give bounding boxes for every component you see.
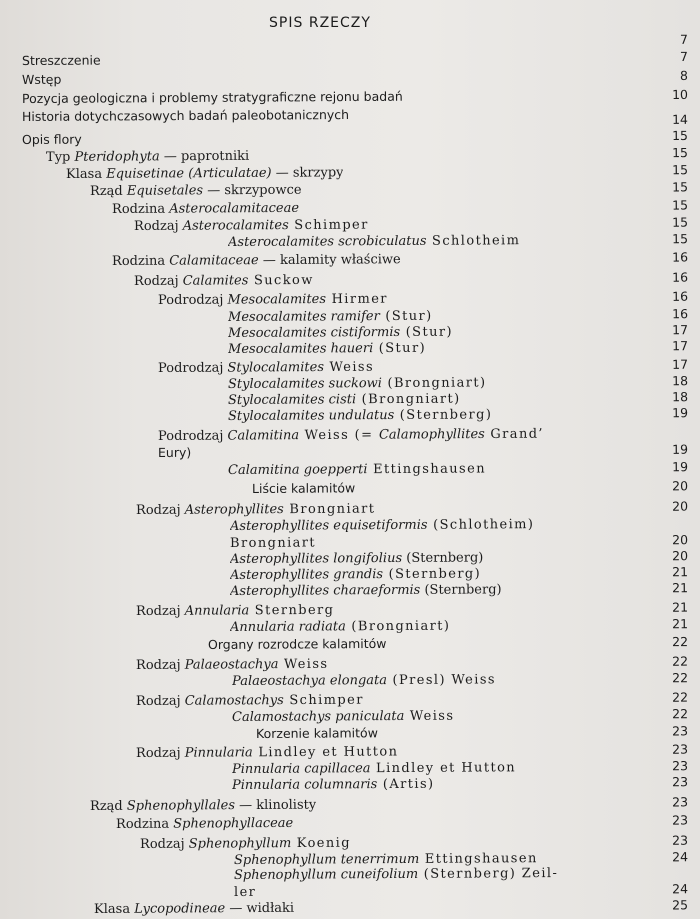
toc-text: Schlotheim [426, 233, 521, 249]
taxon-name: Sphenophyllum cuneifolium [233, 866, 419, 883]
toc-entry-title [228, 460, 486, 479]
taxon-name: Asterophyllites longifolius [229, 550, 403, 567]
toc-text: (Schlotheim) [427, 517, 535, 533]
toc-entry [252, 477, 688, 497]
toc-entry-title [112, 251, 401, 270]
taxon-name: Annularia [184, 603, 250, 619]
taxon-name: Stylocalamites undulatus [227, 407, 395, 424]
toc-entry-title [256, 724, 378, 742]
toc-entry-page: 15 [672, 127, 689, 144]
toc-entry-title [22, 71, 62, 88]
toc-entry [134, 269, 688, 289]
toc-text: Eury) [157, 444, 192, 460]
toc-text: Weiss [404, 708, 455, 724]
toc-entry-page: 15 [672, 197, 689, 213]
toc-entry-title [90, 182, 302, 200]
toc-text: — skrzypowce [203, 182, 302, 199]
toc-text: (Sternberg) [394, 407, 493, 423]
toc-entry-page: 22 [672, 689, 689, 705]
toc-text: Brongniart [283, 501, 376, 518]
taxon-name: Stylocalamites suckowi [227, 376, 382, 392]
toc-entry-title [230, 618, 450, 636]
toc-text: Brongniart [229, 535, 317, 551]
toc-text: Historia dotychczasowych badań paleobotanicznych [21, 107, 350, 124]
toc-entry-title [134, 272, 314, 290]
toc-text: Rodzaj [135, 603, 185, 619]
taxon-name: Equisetinae (Articulatae) [106, 165, 272, 182]
toc-text: (Presl) Weiss [386, 672, 497, 689]
toc-entry-title [94, 900, 294, 918]
taxon-name: Calamophyllites [378, 427, 485, 443]
toc-entry-page: 17 [672, 322, 689, 338]
toc-text: Podrodzaj [157, 428, 228, 444]
toc-entry-page: 23 [672, 794, 689, 810]
toc-text: Rodzina [115, 816, 174, 832]
toc-text: Klasa [93, 901, 135, 917]
toc-text: — kalamity właściwe [258, 252, 401, 269]
toc-text: Rząd [89, 798, 127, 814]
toc-entry [232, 773, 688, 793]
toc-text: Ettingshausen [419, 851, 538, 867]
toc-entry-title [22, 52, 101, 69]
toc-text: Weiss (= [299, 427, 380, 444]
toc-entry-page: 23 [672, 812, 689, 828]
toc-entry [116, 812, 688, 832]
toc-entry-page: 20 [672, 548, 689, 564]
taxon-name: Asterophyllites equisetiformis [229, 517, 428, 534]
toc-text: — widłaki [225, 900, 295, 917]
taxon-name: Annularia radiata [229, 619, 346, 635]
toc-text: Rodzaj [139, 836, 189, 852]
toc-entry-page: 18 [672, 373, 689, 389]
taxon-name: Equisetales [126, 183, 204, 199]
toc-entry-page: 19 [672, 405, 689, 421]
toc-entry-title [228, 232, 520, 251]
taxon-name: Calamitina goepperti [227, 462, 368, 478]
toc-entry-page: 7 [679, 31, 689, 47]
toc-text: — paprotniki [159, 148, 250, 165]
toc-entry [256, 722, 688, 742]
toc-entry-title [232, 671, 496, 690]
toc-text: Ettingshausen [367, 461, 487, 478]
toc-text: Rodzaj [135, 745, 185, 761]
toc-entry [228, 458, 688, 478]
toc-entry-page: 22 [672, 634, 689, 650]
taxon-name: Palaeostachya elongata [231, 673, 388, 689]
toc-entry-page: 23 [672, 741, 689, 757]
toc-text: Rodzaj [135, 657, 185, 673]
toc-entry-page: 14 [672, 111, 689, 127]
toc-text: Korzenie kalamitów [255, 725, 378, 741]
toc-text: Weiss [278, 656, 329, 673]
taxon-name: Mesocalamites [227, 291, 327, 308]
toc-text: Organy rozrodcze kalamitów [207, 635, 387, 652]
toc-text: Schimper [283, 692, 364, 709]
toc-entry-page: 15 [672, 231, 689, 247]
taxon-name: Asterophyllites grandis [229, 567, 384, 583]
toc-entry-title [208, 635, 387, 653]
toc-entry-page: 25 [672, 897, 689, 913]
toc-entry-title [22, 88, 403, 107]
taxon-name: Asterocalamitaceae [169, 200, 300, 217]
taxon-name: Sphenophyllales [126, 798, 236, 814]
taxon-name: Asterocalamites [182, 218, 289, 234]
taxon-name: Mesocalamites haueri [227, 341, 374, 357]
toc-text: Hirmer [325, 291, 388, 307]
toc-entry-page: 22 [672, 706, 689, 722]
toc-entry [22, 48, 688, 69]
toc-text: — skrzypy [271, 165, 344, 181]
taxon-name: Sphenophyllum [188, 836, 292, 852]
taxon-name: Pinnularia columnaris [231, 777, 378, 793]
toc-entry-title [22, 131, 82, 148]
toc-entry-page: 21 [672, 616, 689, 632]
toc-text: Pozycja geologiczna i problemy stratygraficzne rejonu badań [21, 88, 403, 106]
toc-entry-page: 21 [672, 599, 689, 615]
toc-entry-page: 23 [672, 774, 689, 790]
taxon-name: Palaeostachya [184, 657, 279, 673]
taxon-name: Mesocalamites cistiformis [227, 324, 401, 341]
taxon-name: Asterocalamites scrobiculatus [227, 233, 427, 250]
taxon-name: Pinnularia [184, 745, 253, 761]
toc-entry-page: 23 [672, 723, 689, 739]
toc-text: Podrodzaj [157, 360, 228, 376]
taxon-name: Pinnularia capillacea [231, 761, 371, 777]
toc-text: (Sternberg) Zeil- [418, 866, 559, 882]
toc-entry-title [252, 479, 355, 497]
toc-text: Rodzina [111, 253, 170, 269]
toc-entry-page: 10 [672, 86, 689, 103]
taxon-name: Lycopodineae [134, 901, 226, 917]
toc-entry-page: 19 [672, 459, 689, 475]
toc-text: Schimper [288, 217, 369, 234]
toc-entry-page: 19 [672, 441, 689, 457]
toc-entry-page: 17 [672, 338, 689, 354]
toc-text: Klasa [65, 166, 107, 182]
taxon-name: Calamostachys [184, 693, 284, 709]
toc-text: Liście kalamitów [251, 480, 356, 496]
toc-entry-page: 22 [672, 653, 689, 669]
toc-text: (Brongniart) [345, 618, 451, 635]
toc-text: Koenig [291, 835, 351, 852]
toc-entry-page: 22 [672, 670, 689, 686]
toc-entry-page: 16 [672, 249, 689, 265]
toc-entry-page: 20 [672, 532, 689, 548]
toc-text: Podrodzaj [157, 292, 228, 308]
toc-entry-page: 23 [672, 758, 689, 774]
taxon-name: Pteridophyta [74, 149, 160, 165]
toc-entry [228, 337, 688, 357]
toc-text: (Artis) [377, 776, 435, 793]
toc-entry-page: 15 [672, 179, 689, 195]
toc-entry-page: 7 [679, 48, 689, 64]
taxon-name: Mesocalamites ramifer [227, 309, 380, 325]
toc-entry-title [230, 581, 502, 600]
toc-text: ler [233, 884, 257, 900]
toc-entry [90, 793, 688, 814]
toc-entry [208, 633, 688, 653]
toc-entry [228, 404, 688, 424]
taxon-name: Sphenophyllaceae [173, 815, 294, 832]
toc-text: Suckow [248, 272, 314, 289]
toc-text: Rząd [89, 183, 127, 199]
toc-text: Rodzina [111, 201, 170, 217]
taxon-name: Sphenophyllum tenerrimum [233, 851, 420, 868]
toc-text: Lindley et Hutton [370, 760, 517, 777]
toc-entry-page: 21 [672, 580, 689, 596]
taxon-name: Calamitaceae [169, 253, 259, 269]
toc-entry [112, 248, 688, 269]
toc-entry-title [90, 797, 316, 815]
toc-entry-title [232, 776, 435, 794]
toc-entry [22, 67, 688, 88]
taxon-name: Stylocalamites [227, 359, 325, 376]
toc-text: Sternberg [249, 602, 335, 619]
taxon-name: Stylocalamites cisti [227, 392, 357, 408]
toc-text: Opis flory [21, 131, 82, 147]
toc-text: Grand’ [484, 426, 544, 443]
toc-text: Weiss [323, 359, 375, 375]
toc-entry-page: 21 [672, 564, 689, 580]
toc-entry-page: 18 [672, 389, 689, 405]
toc-text: (Sternberg) [420, 582, 502, 598]
toc-text: Lindley et Hutton [252, 744, 399, 761]
toc-entry-page: 16 [672, 269, 689, 285]
toc-text: Wstęp [21, 71, 62, 87]
toc-text: (Brongniart) [356, 391, 461, 408]
toc-entry-page: 15 [672, 145, 689, 161]
taxon-name: Calamitina [227, 428, 300, 444]
toc-text: (Sternberg) [383, 566, 482, 583]
toc-text: Rodzaj [135, 693, 185, 709]
toc-text: (Stur) [400, 324, 454, 340]
taxon-name: Calamostachys paniculata [231, 708, 405, 725]
toc-entry-title [116, 815, 293, 833]
toc-entry-title [228, 406, 492, 425]
toc-entry-page: 16 [672, 288, 689, 304]
toc-entry-page: 24 [672, 849, 689, 865]
page-title: SPIS RZECZY [269, 15, 371, 31]
toc-entry-page: 23 [672, 832, 689, 848]
toc-text: (Brongniart) [381, 375, 487, 392]
toc-entry [230, 615, 688, 635]
toc-text: Streszczenie [21, 52, 101, 68]
toc-entry-page: 16 [672, 306, 689, 322]
toc-entry [94, 896, 688, 917]
taxon-name: Asterophyllites charaeformis [229, 582, 421, 599]
toc-text: (Sternberg) [402, 550, 484, 566]
toc-text: Rodzaj [133, 273, 183, 289]
taxon-name: Calamites [182, 273, 249, 289]
toc-entry-page: 15 [672, 162, 689, 178]
toc-entry-title [228, 340, 426, 358]
toc-entry-page: 15 [672, 214, 689, 230]
toc-entry-page: 20 [672, 498, 689, 514]
toc-entry [232, 669, 688, 689]
toc-text: Rodzaj [135, 502, 185, 518]
toc-text: (Stur) [379, 308, 433, 325]
toc-entry-title [136, 501, 375, 519]
toc-text: Rodzaj [133, 218, 183, 234]
taxon-name: Asterophyllites [184, 502, 284, 518]
toc-entry-page: 8 [679, 67, 689, 83]
toc-text: (Stur) [373, 340, 427, 357]
toc-text: Typ [45, 149, 75, 165]
toc-entry-page: 20 [672, 478, 689, 494]
toc-entry-title [158, 444, 191, 461]
toc-entry-page: 17 [672, 356, 689, 372]
toc-entry [90, 178, 688, 199]
toc-text: — klinolisty [234, 797, 317, 814]
toc-entry [230, 579, 688, 599]
toc-entry [228, 230, 688, 250]
toc-entry-page: 24 [672, 881, 689, 897]
